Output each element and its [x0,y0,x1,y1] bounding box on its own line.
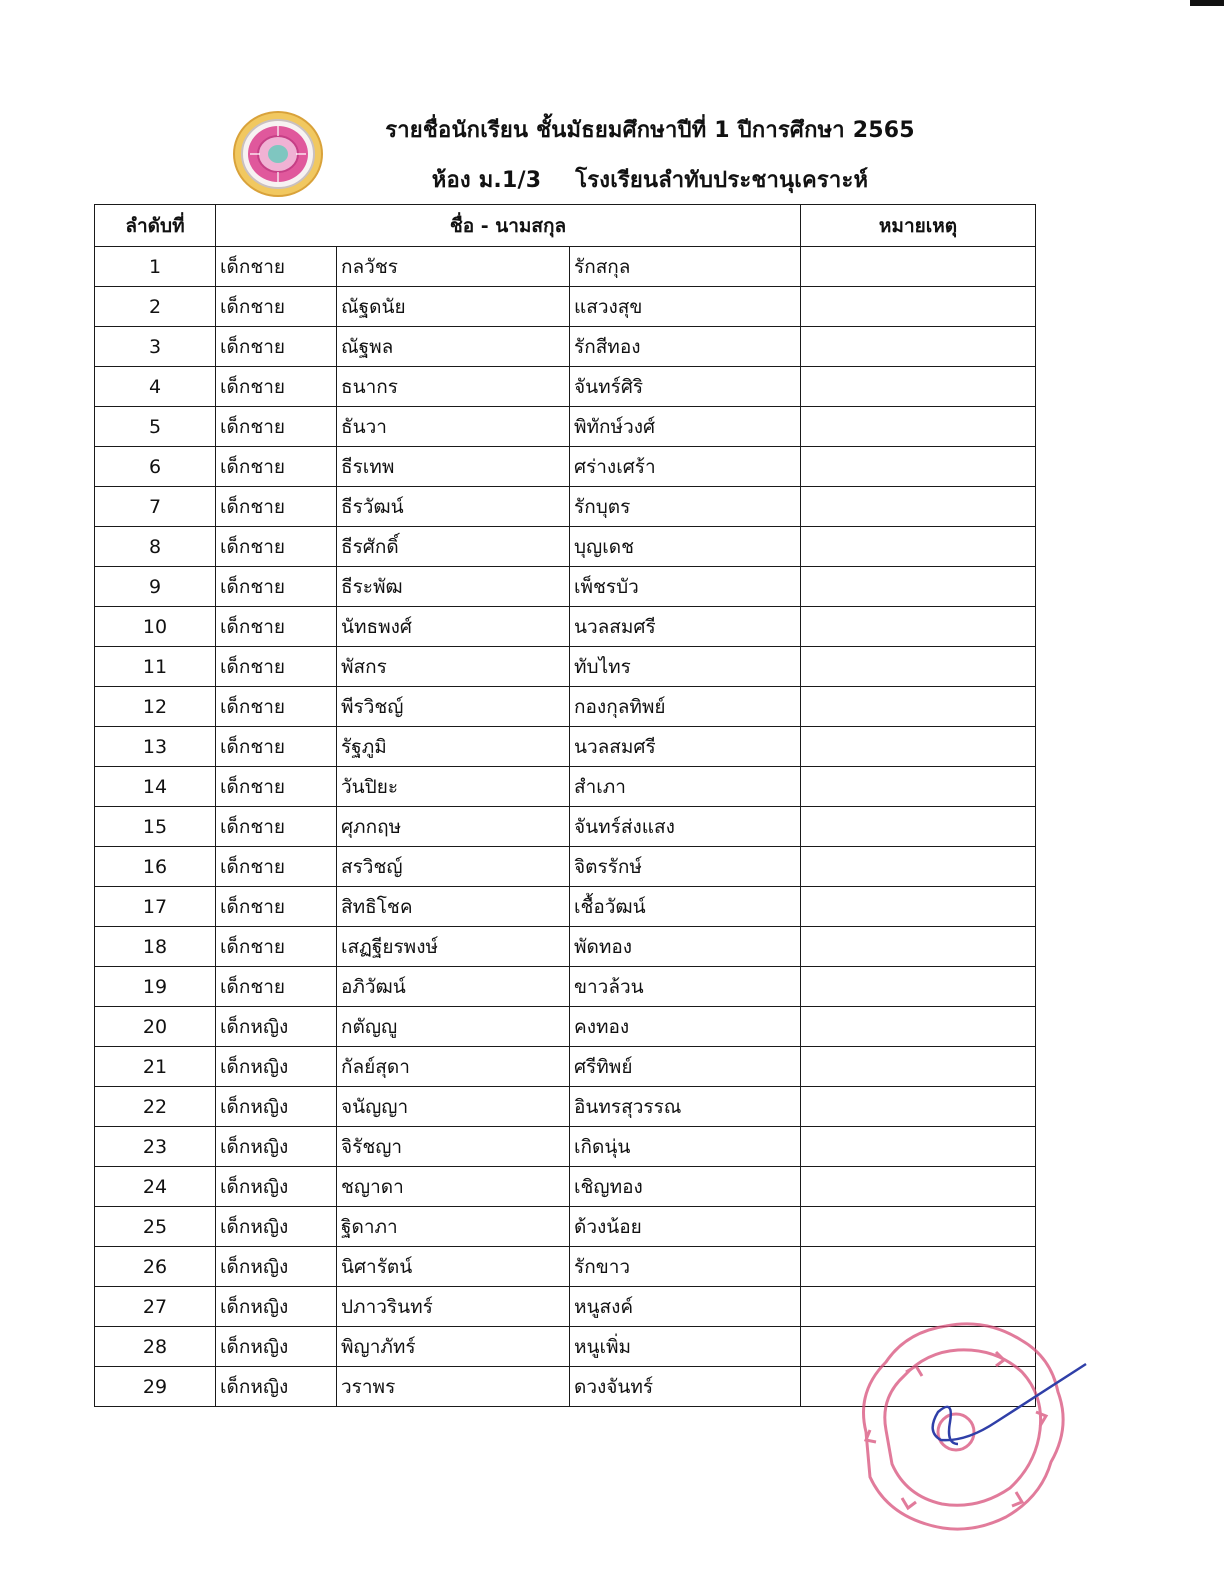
row-last-name: ดวงจันทร์ [570,1367,801,1407]
row-number: 20 [95,1007,216,1047]
row-last-name: นวลสมศรี [570,727,801,767]
row-last-name: ศร่างเศร้า [570,447,801,487]
row-last-name: สำเภา [570,767,801,807]
row-last-name: ด้วงน้อย [570,1207,801,1247]
row-number: 15 [95,807,216,847]
row-prefix: เด็กชาย [216,487,337,527]
row-last-name: หนูสงค์ [570,1287,801,1327]
row-prefix: เด็กชาย [216,287,337,327]
row-number: 4 [95,367,216,407]
row-note [801,767,1036,807]
row-prefix: เด็กหญิง [216,1207,337,1247]
row-note [801,1287,1036,1327]
row-last-name: รักบุตร [570,487,801,527]
row-number: 19 [95,967,216,1007]
row-note [801,1087,1036,1127]
document-subtitle [380,162,920,197]
row-last-name: กองกุลทิพย์ [570,687,801,727]
row-note [801,1047,1036,1087]
row-last-name: ศรีทิพย์ [570,1047,801,1087]
table-row [95,247,1036,287]
row-first-name: อภิวัฒน์ [337,967,570,1007]
row-note [801,567,1036,607]
row-last-name: รักสีทอง [570,327,801,367]
row-first-name: ปภาวรินทร์ [337,1287,570,1327]
row-first-name: เสฏฐียรพงษ์ [337,927,570,967]
row-first-name: พีรวิชญ์ [337,687,570,727]
row-note [801,527,1036,567]
row-note [801,367,1036,407]
row-first-name: สรวิชญ์ [337,847,570,887]
row-note [801,1247,1036,1287]
row-note [801,687,1036,727]
row-prefix: เด็กชาย [216,247,337,287]
row-number: 17 [95,887,216,927]
row-first-name: นัทธพงศ์ [337,607,570,647]
row-number: 29 [95,1367,216,1407]
row-note [801,1167,1036,1207]
row-number: 12 [95,687,216,727]
row-number: 8 [95,527,216,567]
row-last-name: คงทอง [570,1007,801,1047]
row-note [801,287,1036,327]
row-last-name: รักขาว [570,1247,801,1287]
column-header-note: หมายเหตุ [801,205,1036,247]
row-last-name: พัดทอง [570,927,801,967]
table-row [95,687,1036,727]
row-first-name: พิญาภัทร์ [337,1327,570,1367]
table-row [95,447,1036,487]
row-note [801,407,1036,447]
table-row [95,847,1036,887]
school-emblem-icon [232,110,324,198]
table-row [95,527,1036,567]
row-prefix: เด็กหญิง [216,1047,337,1087]
row-number: 9 [95,567,216,607]
school-name: โรงเรียนลำทับประชานุเคราะห์ [575,168,869,193]
row-note [801,967,1036,1007]
table-row [95,1127,1036,1167]
row-note [801,847,1036,887]
row-note [801,887,1036,927]
table-row [95,1007,1036,1047]
row-prefix: เด็กชาย [216,807,337,847]
row-prefix: เด็กหญิง [216,1087,337,1127]
row-first-name: สิทธิโชค [337,887,570,927]
table-row [95,327,1036,367]
row-first-name: ศุภกฤษ [337,807,570,847]
table-row [95,367,1036,407]
table-row [95,767,1036,807]
row-number: 27 [95,1287,216,1327]
row-prefix: เด็กชาย [216,847,337,887]
table-row [95,1367,1036,1407]
row-prefix: เด็กชาย [216,647,337,687]
row-prefix: เด็กหญิง [216,1007,337,1047]
row-prefix: เด็กชาย [216,607,337,647]
row-number: 3 [95,327,216,367]
row-note [801,727,1036,767]
row-note [801,1007,1036,1047]
row-number: 21 [95,1047,216,1087]
row-last-name: เชิญทอง [570,1167,801,1207]
row-first-name: นิศารัตน์ [337,1247,570,1287]
row-prefix: เด็กชาย [216,567,337,607]
table-row [95,1087,1036,1127]
row-last-name: ทับไทร [570,647,801,687]
row-last-name: นวลสมศรี [570,607,801,647]
table-row [95,567,1036,607]
table-row [95,647,1036,687]
row-last-name: จันทร์ศิริ [570,367,801,407]
table-row [95,727,1036,767]
row-first-name: ณัฐพล [337,327,570,367]
row-note [801,247,1036,287]
table-row [95,927,1036,967]
row-note [801,1127,1036,1167]
table-header-row [95,205,1036,247]
row-first-name: พัสกร [337,647,570,687]
row-first-name: ธีระพัฒ [337,567,570,607]
student-roster-table [94,204,1036,1407]
row-prefix: เด็กชาย [216,327,337,367]
row-number: 16 [95,847,216,887]
table-row [95,807,1036,847]
row-number: 2 [95,287,216,327]
table-row [95,1327,1036,1367]
row-number: 24 [95,1167,216,1207]
table-row [95,407,1036,447]
room-label: ห้อง ม.1/3 [431,168,542,193]
row-prefix: เด็กหญิง [216,1247,337,1287]
row-last-name: อินทรสุวรรณ [570,1087,801,1127]
row-number: 23 [95,1127,216,1167]
row-first-name: ธันวา [337,407,570,447]
document-title: รายชื่อนักเรียน ชั้นมัธยมศึกษาปีที่ 1 ปีการศึกษา 2565 [385,118,915,143]
row-last-name: เพ็ชรบัว [570,567,801,607]
row-number: 10 [95,607,216,647]
row-first-name: ชญาดา [337,1167,570,1207]
row-first-name: กลวัชร [337,247,570,287]
table-row [95,887,1036,927]
row-last-name: แสวงสุข [570,287,801,327]
row-note [801,487,1036,527]
row-prefix: เด็กหญิง [216,1167,337,1207]
row-first-name: ธีรเทพ [337,447,570,487]
row-last-name: พิทักษ์วงศ์ [570,407,801,447]
row-note [801,447,1036,487]
row-prefix: เด็กชาย [216,967,337,1007]
table-row [95,1167,1036,1207]
row-number: 11 [95,647,216,687]
row-prefix: เด็กชาย [216,727,337,767]
row-number: 18 [95,927,216,967]
row-note [801,1367,1036,1407]
row-number: 25 [95,1207,216,1247]
row-last-name: หนูเพิ่ม [570,1327,801,1367]
table-row [95,1207,1036,1247]
row-first-name: วราพร [337,1367,570,1407]
row-first-name: ธีรวัฒน์ [337,487,570,527]
row-prefix: เด็กชาย [216,887,337,927]
column-header-name: ชื่อ - นามสกุล [216,205,801,247]
row-last-name: เกิดนุ่น [570,1127,801,1167]
row-note [801,1327,1036,1367]
table-row [95,1287,1036,1327]
row-last-name: รักสกุล [570,247,801,287]
row-first-name: กัลย์สุดา [337,1047,570,1087]
row-prefix: เด็กชาย [216,367,337,407]
row-first-name: วันปิยะ [337,767,570,807]
row-first-name: จนัญญา [337,1087,570,1127]
row-first-name: ธีรศักดิ์ [337,527,570,567]
row-prefix: เด็กชาย [216,407,337,447]
row-note [801,647,1036,687]
table-row [95,487,1036,527]
row-first-name: ฐิดาภา [337,1207,570,1247]
scan-edge-mark [1190,0,1224,6]
row-number: 7 [95,487,216,527]
row-prefix: เด็กชาย [216,687,337,727]
row-prefix: เด็กหญิง [216,1287,337,1327]
row-first-name: จิรัชญา [337,1127,570,1167]
column-header-no: ลำดับที่ [95,205,216,247]
row-last-name: ขาวล้วน [570,967,801,1007]
table-row [95,1047,1036,1087]
row-last-name: บุญเดช [570,527,801,567]
row-note [801,1207,1036,1247]
row-number: 14 [95,767,216,807]
row-number: 26 [95,1247,216,1287]
row-number: 13 [95,727,216,767]
row-first-name: รัฐภูมิ [337,727,570,767]
row-last-name: เชื้อวัฒน์ [570,887,801,927]
row-first-name: ณัฐดนัย [337,287,570,327]
table-row [95,1247,1036,1287]
row-number: 5 [95,407,216,447]
table-row [95,287,1036,327]
row-note [801,807,1036,847]
row-note [801,327,1036,367]
row-first-name: กตัญญู [337,1007,570,1047]
row-prefix: เด็กชาย [216,927,337,967]
row-prefix: เด็กหญิง [216,1327,337,1367]
row-number: 28 [95,1327,216,1367]
table-row [95,607,1036,647]
row-last-name: จันทร์ส่งแสง [570,807,801,847]
row-prefix: เด็กชาย [216,767,337,807]
table-row [95,967,1036,1007]
row-note [801,607,1036,647]
row-first-name: ธนากร [337,367,570,407]
row-prefix: เด็กชาย [216,447,337,487]
row-note [801,927,1036,967]
row-number: 6 [95,447,216,487]
row-prefix: เด็กหญิง [216,1367,337,1407]
row-last-name: จิตรรักษ์ [570,847,801,887]
row-number: 22 [95,1087,216,1127]
row-prefix: เด็กชาย [216,527,337,567]
row-number: 1 [95,247,216,287]
row-prefix: เด็กหญิง [216,1127,337,1167]
roster-body [95,247,1036,1407]
